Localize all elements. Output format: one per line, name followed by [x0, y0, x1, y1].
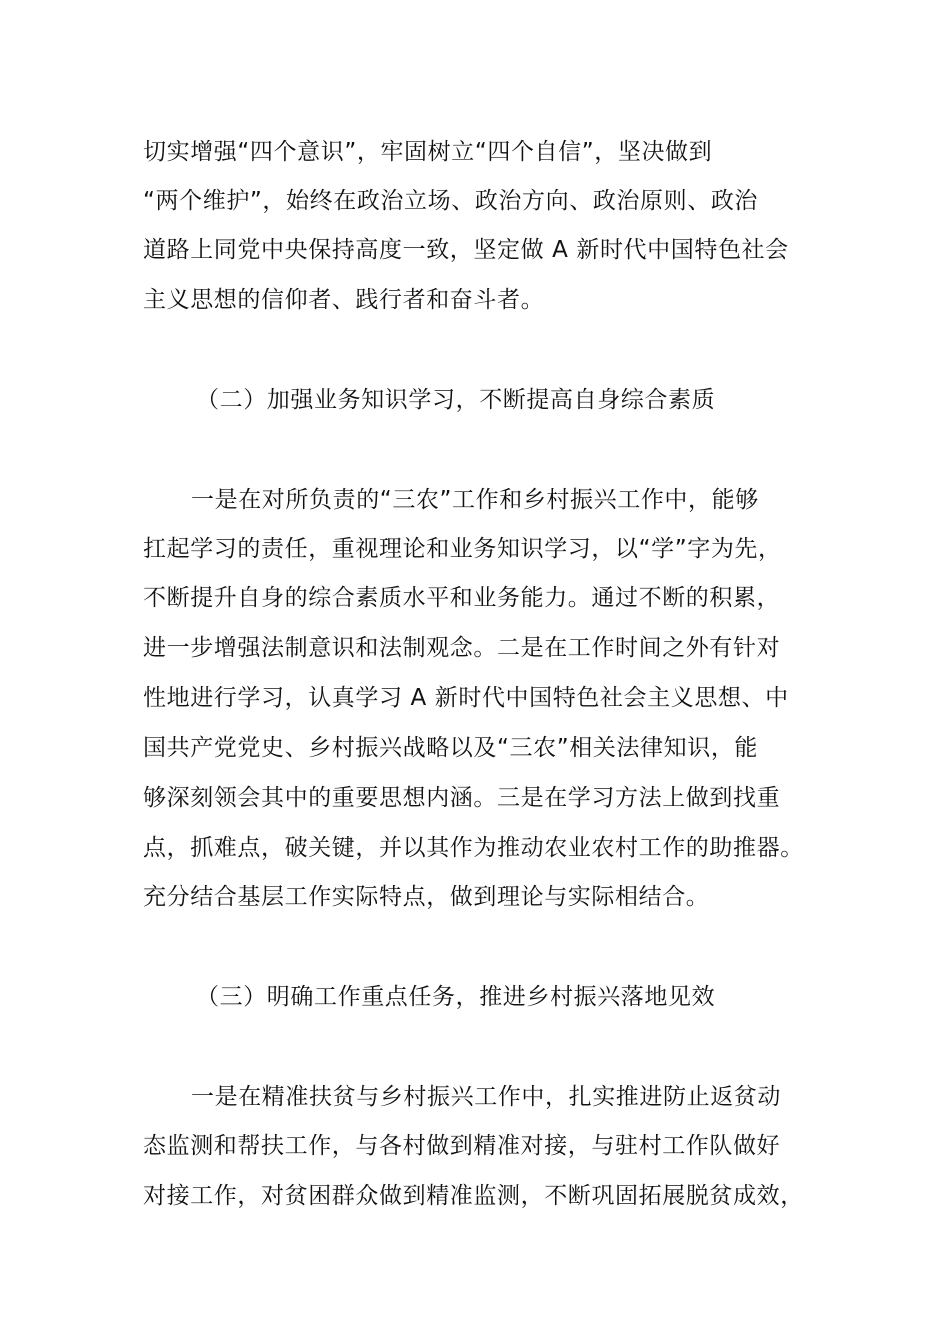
paragraph-2-line-9: 充分结合基层工作实际特点，做到理论与实际相结合。 [143, 884, 710, 910]
paragraph-2-line-5: 性地进行学习，认真学习 A 新时代中国特色社会主义思想、中 [143, 685, 789, 711]
paragraph-2-line-6: 国共产党党史、乡村振兴战略以及“三农”相关法律知识，能 [143, 735, 759, 761]
paragraph-2-line-8: 点，抓难点，破关键，并以其作为推动农业农村工作的助推器。 [143, 835, 804, 861]
paragraph-3-line-1: 一是在精准扶贫与乡村振兴工作中，扎实推进防止返贫动 [191, 1084, 781, 1110]
paragraph-3-line-3: 对接工作，对贫困群众做到精准监测，不断巩固拓展脱贫成效， [143, 1183, 804, 1209]
paragraph-1-line-2: “两个维护”，始终在政治立场、政治方向、政治原则、政治 [143, 188, 759, 214]
paragraph-2-line-3: 不断提升自身的综合素质水平和业务能力。通过不断的积累， [143, 585, 781, 611]
paragraph-2-line-2: 扛起学习的责任，重视理论和业务知识学习，以“学”字为先， [143, 536, 782, 562]
paragraph-1-line-1: 切实增强“四个意识”，牢固树立“四个自信”，坚决做到 [143, 139, 713, 165]
paragraph-1-line-4: 主义思想的信仰者、践行者和奋斗者。 [143, 287, 545, 313]
paragraph-3-line-2: 态监测和帮扶工作，与各村做到精准对接，与驻村工作队做好 [143, 1133, 781, 1159]
section-heading-3: （三）明确工作重点任务，推进乡村振兴落地见效 [196, 984, 716, 1010]
section-heading-2: （二）加强业务知识学习，不断提高自身综合素质 [196, 387, 716, 413]
paragraph-2-line-1: 一是在对所负责的“三农”工作和乡村振兴工作中，能够 [191, 487, 759, 513]
paragraph-1-line-3: 道路上同党中央保持高度一致，坚定做 A 新时代中国特色社会 [143, 237, 789, 263]
paragraph-2-line-4: 进一步增强法制意识和法制观念。二是在工作时间之外有针对 [143, 635, 781, 661]
paragraph-2-line-7: 够深刻领会其中的重要思想内涵。三是在学习方法上做到找重 [143, 785, 781, 811]
